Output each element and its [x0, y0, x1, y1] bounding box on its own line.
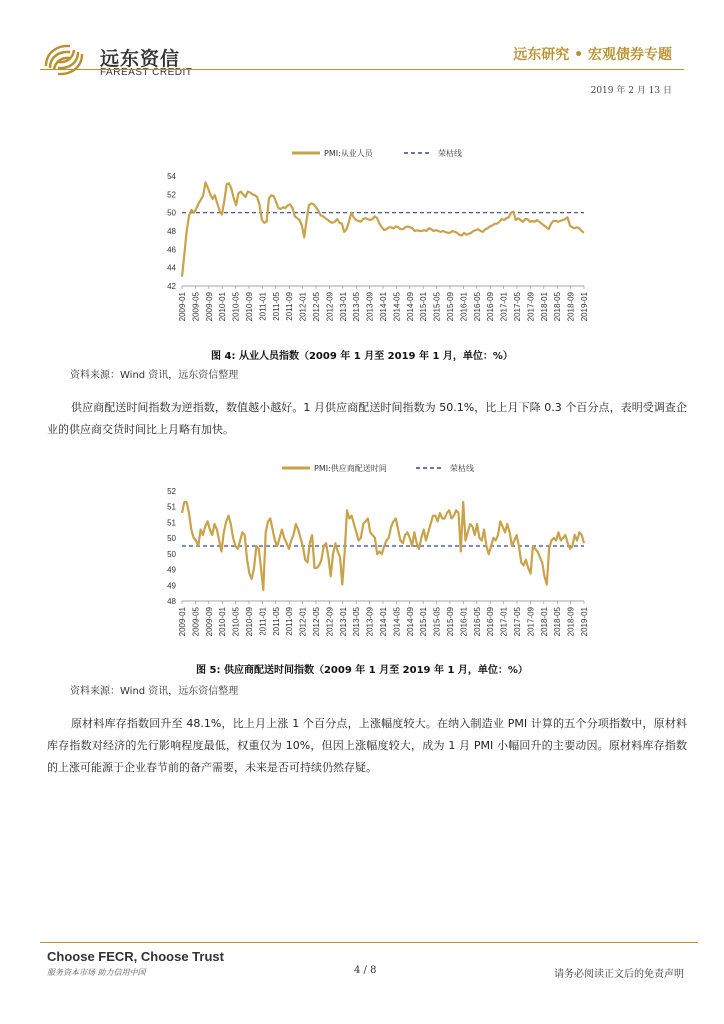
report-date: 2019 年 2 月 13 日 [590, 86, 672, 96]
x-tick-label: 2014-05 [392, 607, 402, 637]
x-tick-label: 2013-01 [338, 292, 348, 322]
x-tick-label: 2011-09 [285, 607, 295, 636]
x-tick-label: 2015-09 [446, 292, 455, 322]
y-tick-label: 52 [167, 487, 176, 496]
logo-english-name: FAREAST CREDIT [100, 67, 193, 78]
employment-index-chart-svg [150, 140, 610, 340]
figure5-caption: 图 5: 供应商配送时间指数（2009 年 1 月至 2019 年 1 月，单位：%） [196, 665, 528, 676]
x-tick-label: 2018-05 [553, 292, 563, 322]
y-tick-label: 49 [167, 565, 176, 575]
header-divider [40, 69, 684, 70]
series-line [182, 502, 584, 590]
x-tick-label: 2016-09 [486, 607, 496, 637]
x-tick-label: 2014-09 [405, 607, 415, 637]
x-tick-label: 2011-01 [258, 607, 268, 636]
paragraph-raw-material-inventory: 原材料库存指数回升至 48.1%，比上月上涨 1 个百分点，上涨幅度较大。在纳入制造业 PMI 计算的五个分项指数中，原材料库存指数对经济的先行影响程度最低，权重仅为 10%，但因上涨幅度较大，成为 1 月 PMI 小幅回升的主要动因。原材料库存指数的上涨可能源于企业春节前的备产需要，未来是否可持续仍然存疑。 [47, 717, 687, 774]
x-tick-label: 2010-01 [218, 607, 228, 637]
x-tick-label: 2010-09 [245, 292, 254, 322]
x-tick-label: 2012-09 [325, 292, 335, 322]
x-tick-label: 2013-09 [365, 292, 375, 322]
x-tick-label: 2017-09 [526, 292, 536, 322]
x-tick-label: 2012-09 [325, 607, 335, 637]
x-tick-label: 2017-05 [513, 292, 522, 322]
x-tick-label: 2016-01 [459, 607, 469, 637]
x-tick-label: 2009-01 [178, 607, 187, 637]
y-tick-label: 51 [167, 518, 176, 528]
legend-series-label: PMI:供应商配送时间 [314, 464, 387, 473]
x-tick-label: 2011-05 [271, 292, 281, 321]
x-tick-label: 2018-09 [566, 292, 576, 322]
footer-slogan-english: Choose FECR, Choose Trust [47, 949, 224, 964]
figure4-caption: 图 4: 从业人员指数（2009 年 1 月至 2019 年 1 月，单位：%） [211, 351, 513, 362]
y-tick-label: 48 [167, 227, 176, 236]
x-tick-label: 2011-09 [285, 292, 295, 321]
x-tick-label: 2016-01 [459, 292, 469, 322]
x-tick-label: 2014-05 [392, 292, 402, 322]
x-tick-label: 2014-01 [379, 607, 388, 637]
x-tick-label: 2017-01 [499, 292, 509, 322]
paragraph-supplier-delivery: 供应商配送时间指数为逆指数，数值越小越好。1 月供应商配送时间指数为 50.1%，比上月下降 0.3 个百分点，表明受调查企业的供应商交货时间比上月略有加快。 [47, 401, 687, 436]
y-tick-label: 46 [167, 245, 176, 255]
fareast-logo-icon [40, 40, 88, 80]
x-tick-label: 2014-01 [379, 292, 388, 322]
x-tick-label: 2012-01 [298, 292, 308, 322]
x-tick-label: 2009-09 [204, 292, 214, 322]
x-tick-label: 2015-01 [419, 607, 429, 637]
y-tick-label: 49 [167, 581, 176, 591]
x-tick-label: 2011-05 [271, 607, 281, 636]
page-number: 4 / 8 [354, 965, 377, 976]
report-series-title: 远东研究 • 宏观债券专题 [513, 47, 672, 63]
x-tick-label: 2014-09 [405, 292, 415, 322]
y-tick-label: 44 [167, 263, 176, 273]
x-tick-label: 2013-05 [352, 292, 362, 322]
company-logo [40, 40, 210, 80]
figure4-source: 资料来源：Wind 资讯，远东资信整理 [70, 370, 239, 381]
y-tick-label: 54 [167, 172, 176, 181]
x-tick-label: 2016-05 [472, 292, 482, 322]
y-tick-label: 51 [167, 502, 176, 512]
legend-reference-label: 荣枯线 [450, 464, 474, 473]
x-tick-label: 2018-05 [553, 607, 563, 637]
x-tick-label: 2011-01 [258, 292, 268, 321]
x-tick-label: 2013-01 [338, 607, 348, 637]
x-tick-label: 2018-01 [539, 607, 549, 637]
y-tick-label: 50 [167, 208, 176, 218]
x-tick-label: 2013-09 [365, 607, 375, 637]
x-tick-label: 2009-05 [191, 607, 201, 637]
disclaimer-notice: 请务必阅读正文后的免责声明 [554, 969, 684, 980]
supplier-delivery-chart-svg [150, 456, 610, 651]
x-tick-label: 2012-05 [312, 292, 321, 322]
x-tick-label: 2017-05 [513, 607, 522, 637]
y-tick-label: 50 [167, 534, 176, 544]
footer-slogan-chinese: 服务资本市场 助力信用中国 [47, 968, 146, 977]
x-tick-label: 2019-01 [580, 292, 589, 322]
x-tick-label: 2012-01 [298, 607, 308, 637]
footer-divider [40, 942, 698, 943]
x-tick-label: 2010-09 [245, 607, 254, 637]
employment-index-chart [150, 140, 610, 340]
x-tick-label: 2009-01 [178, 292, 187, 322]
chart-legend [282, 463, 474, 473]
x-tick-label: 2012-05 [312, 607, 321, 637]
x-tick-label: 2009-05 [191, 292, 201, 322]
y-tick-label: 50 [167, 549, 176, 559]
x-tick-label: 2018-09 [566, 607, 576, 637]
x-tick-label: 2019-01 [580, 607, 589, 637]
x-tick-label: 2016-05 [472, 607, 482, 637]
legend-series-label: PMI:从业人员 [324, 149, 373, 158]
x-tick-label: 2015-01 [419, 292, 429, 322]
x-tick-label: 2009-09 [204, 607, 214, 637]
logo-chinese-name: 远东资信 [100, 48, 181, 70]
x-tick-label: 2016-09 [486, 292, 496, 322]
x-tick-label: 2015-09 [446, 607, 455, 637]
series-line [182, 182, 584, 276]
chart-legend [292, 148, 462, 158]
y-tick-label: 42 [167, 282, 176, 291]
x-tick-label: 2010-05 [231, 292, 241, 322]
x-tick-label: 2015-05 [432, 292, 442, 322]
legend-reference-label: 荣枯线 [438, 149, 462, 158]
x-tick-label: 2017-01 [499, 607, 509, 637]
figure5-source: 资料来源：Wind 资讯，远东资信整理 [70, 686, 239, 697]
y-tick-label: 48 [167, 597, 176, 606]
x-tick-label: 2010-05 [231, 607, 241, 637]
x-tick-label: 2013-05 [352, 607, 362, 637]
y-tick-label: 52 [167, 190, 176, 200]
x-tick-label: 2017-09 [526, 607, 536, 637]
supplier-delivery-chart [150, 456, 610, 651]
x-tick-label: 2018-01 [539, 292, 549, 322]
x-tick-label: 2010-01 [218, 292, 228, 322]
x-tick-label: 2015-05 [432, 607, 442, 637]
